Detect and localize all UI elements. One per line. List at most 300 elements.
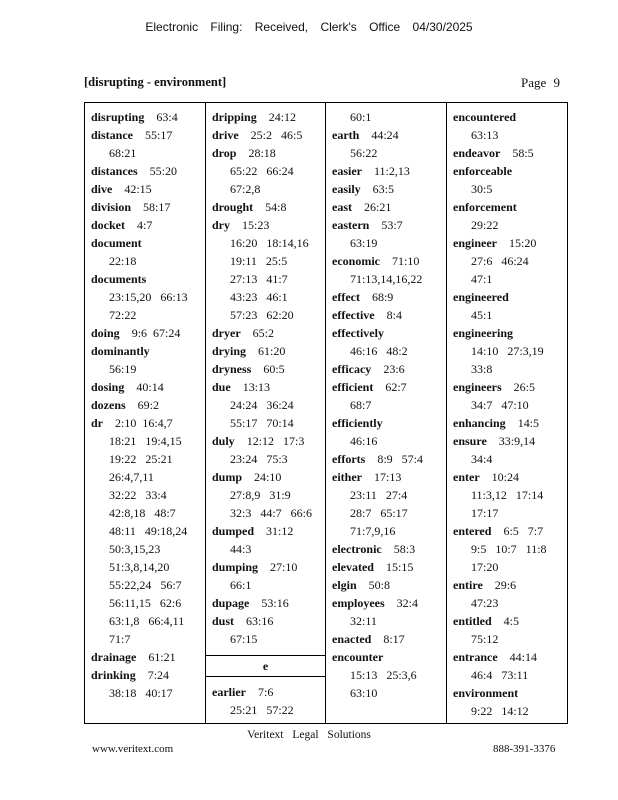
index-line-refs: 9:22 14:12 [471,704,529,718]
index-line-refs: 69:2 [137,398,160,412]
index-term: document [91,236,142,250]
index-entry [447,522,569,540]
index-line-refs: 29:22 [471,218,499,232]
index-entry [85,180,205,198]
index-line-refs: 63:4 [156,110,178,124]
index-line-refs: 63:19 [350,236,378,250]
index-term: doing [91,326,120,340]
index-line-refs: 8:17 [383,632,405,646]
index-entry [326,612,446,630]
index-term: documents [91,272,147,286]
index-line-refs: 38:18 40:17 [109,686,173,700]
index-line-refs: 63:13 [471,128,499,142]
index-line-refs: 66:1 [230,578,252,592]
index-line-refs: 61:21 [148,650,176,664]
index-line-refs: 71:7 [109,632,131,646]
index-entry [206,701,325,719]
index-line-refs: 9:5 10:7 11:8 [471,542,547,556]
index-line-refs: 63:5 [372,182,395,196]
index-term: engineers [453,380,502,394]
index-term: dive [91,182,113,196]
index-line-refs: 56:11,15 62:6 [109,596,182,610]
index-entry [326,198,446,216]
index-entry [326,324,446,342]
index-line-refs: 31:12 [266,524,294,538]
index-line-refs: 72:22 [109,308,137,322]
index-line-refs: 27:6 46:24 [471,254,529,268]
index-line-refs: 4:5 [503,614,520,628]
index-term: enhancing [453,416,506,430]
index-line-refs: 10:24 [491,470,519,484]
index-line-refs: 58:17 [143,200,171,214]
index-line-refs: 2:10 16:4,7 [115,416,173,430]
index-entry [85,144,205,162]
index-entry [447,378,569,396]
index-line-refs: 67:15 [230,632,258,646]
index-entry [447,126,569,144]
index-entry [206,288,325,306]
index-line-refs: 32:3 44:7 66:6 [230,506,313,520]
index-entry [447,684,569,702]
index-entry [447,216,569,234]
index-entry [206,378,325,396]
index-line-refs: 44:14 [509,650,537,664]
index-term: dozens [91,398,126,412]
index-column-4 [447,103,569,723]
index-term: dosing [91,380,125,394]
index-entry [447,360,569,378]
index-entry [206,270,325,288]
index-entry [326,504,446,522]
index-term: environment [453,686,519,700]
index-line-refs: 34:7 47:10 [471,398,529,412]
index-term: engineer [453,236,497,250]
index-line-refs: 24:24 36:24 [230,398,294,412]
index-line-refs: 43:23 46:1 [230,290,288,304]
index-column-3 [326,103,447,723]
index-entry [447,234,569,252]
index-line-refs: 16:20 18:14,16 [230,236,309,250]
index-line-refs: 7:6 [257,685,274,699]
index-entry [206,576,325,594]
index-entry [85,666,205,684]
index-term: drop [212,146,237,160]
index-entry [447,414,569,432]
index-line-refs: 55:22,24 56:7 [109,578,182,592]
index-term: drive [212,128,239,142]
index-line-refs: 71:7,9,16 [350,524,396,538]
index-entry [447,180,569,198]
index-line-refs: 63:16 [246,614,274,628]
index-entry [326,162,446,180]
index-term: enacted [332,632,372,646]
index-term: engineering [453,326,513,340]
index-line-refs: 68:7 [350,398,372,412]
index-entry [447,252,569,270]
index-entry [85,522,205,540]
index-line-refs: 45:1 [471,308,493,322]
index-entry [206,162,325,180]
index-term: drainage [91,650,137,664]
index-entry [206,558,325,576]
index-entry [326,396,446,414]
index-line-refs: 32:4 [396,596,418,610]
index-entry [447,558,569,576]
index-term: drought [212,200,254,214]
footer-website: www.veritext.com [92,743,174,755]
index-line-refs: 11:3,12 17:14 [471,488,544,502]
index-entry [326,360,446,378]
index-term: dump [212,470,243,484]
index-line-refs: 13:13 [242,380,271,394]
index-entry [326,126,446,144]
index-entry [326,414,446,432]
index-entry [85,396,205,414]
index-line-refs: 14:10 27:3,19 [471,344,544,358]
index-line-refs: 40:14 [136,380,164,394]
index-entry [85,540,205,558]
index-line-refs: 68:21 [109,146,137,160]
index-line-refs: 26:21 [364,200,392,214]
index-line-refs: 60:1 [350,110,372,124]
index-entry [447,486,569,504]
index-entry [85,252,205,270]
index-entry [326,450,446,468]
index-entry [206,360,325,378]
index-line-refs: 11:2,13 [373,164,410,178]
index-line-refs: 4:7 [137,218,153,232]
index-line-refs: 68:9 [371,290,394,304]
index-term: encounter [332,650,384,664]
index-term: dripping [212,110,257,124]
index-term: employees [332,596,385,610]
index-entry [447,396,569,414]
index-line-refs: 9:6 67:24 [131,326,181,340]
index-entry [326,180,446,198]
index-line-refs: 47:23 [471,596,499,610]
index-term: distance [91,128,133,142]
index-entry [326,522,446,540]
page-number: Page 9 [521,75,561,90]
index-entry [85,126,205,144]
index-entry [447,504,569,522]
index-line-refs: 50:3,15,23 [109,542,161,556]
index-line-refs: 22:18 [109,254,137,268]
index-entry [85,594,205,612]
index-line-refs: 30:5 [471,182,493,196]
index-term: encountered [453,110,517,124]
index-line-refs: 28:7 65:17 [350,506,408,520]
index-term: eastern [332,218,370,232]
index-line-refs: 47:1 [471,272,493,286]
index-term: entire [453,578,483,592]
index-entry [447,540,569,558]
index-line-refs: 14:5 [517,416,540,430]
index-line-refs: 19:22 25:21 [109,452,173,466]
index-line-refs: 51:3,8,14,20 [109,560,170,574]
index-term: enter [453,470,480,484]
index-entry [447,108,569,126]
index-term: dry [212,218,230,232]
index-term: drying [212,344,247,358]
index-entry [206,306,325,324]
index-column-1 [85,103,206,723]
index-term: economic [332,254,380,268]
index-term: effective [332,308,375,322]
index-term: dryer [212,326,241,340]
index-entry [326,270,446,288]
index-entry [326,432,446,450]
index-entry [206,612,325,630]
index-entry [447,666,569,684]
index-entry [85,468,205,486]
index-line-refs: 55:17 70:14 [230,416,294,430]
index-entry [326,288,446,306]
index-entry [447,324,569,342]
index-term: efficacy [332,362,372,376]
index-entry [85,504,205,522]
index-entry [326,378,446,396]
index-term: efficiently [332,416,383,430]
index-line-refs: 71:13,14,16,22 [350,272,423,286]
index-entry [326,540,446,558]
index-entry [85,306,205,324]
index-line-refs: 63:1,8 66:4,11 [109,614,185,628]
index-term: effectively [332,326,384,340]
index-entry [326,234,446,252]
index-entry [447,612,569,630]
index-line-refs: 44:3 [230,542,252,556]
index-entry [447,144,569,162]
index-line-refs: 12:12 17:3 [246,434,305,448]
index-term: easily [332,182,361,196]
index-term: disrupting [91,110,145,124]
index-entry [447,162,569,180]
index-line-refs: 62:7 [385,380,407,394]
index-term: dominantly [91,344,150,358]
letter-section-header: e [206,655,325,677]
index-line-refs: 26:5 [513,380,535,394]
index-entry [326,468,446,486]
index-entry [85,342,205,360]
index-line-refs: 17:20 [471,560,499,574]
index-entry [206,486,325,504]
index-entry [206,468,325,486]
index-column-2 [206,103,326,723]
index-entry [206,234,325,252]
index-entry [85,270,205,288]
index-term: efforts [332,452,366,466]
index-term: division [91,200,132,214]
index-line-refs: 56:22 [350,146,378,160]
index-line-refs: 15:13 25:3,6 [350,668,417,682]
index-term: efficient [332,380,374,394]
index-term: endeavor [453,146,501,160]
index-line-refs: 25:21 57:22 [230,703,294,717]
index-line-refs: 42:8,18 48:7 [109,506,176,520]
index-term: enforceable [453,164,513,178]
index-line-refs: 33:9,14 [498,434,536,448]
index-entry [447,468,569,486]
index-line-refs: 23:11 27:4 [350,488,408,502]
index-entry [85,414,205,432]
index-entry [206,198,325,216]
index-term: elgin [332,578,357,592]
index-line-refs: 61:20 [258,344,286,358]
index-line-refs: 26:4,7,11 [109,470,154,484]
index-entry [85,684,205,702]
index-line-refs: 7:24 [147,668,170,682]
index-term: duly [212,434,235,448]
footer-company: Veritext Legal Solutions [247,729,371,741]
index-entry [326,216,446,234]
index-line-refs: 67:2,8 [230,182,261,196]
index-entry [85,612,205,630]
index-line-refs: 57:23 62:20 [230,308,294,322]
index-entry [85,576,205,594]
index-entry [206,683,325,701]
index-entry [326,684,446,702]
index-line-refs: 27:13 41:7 [230,272,288,286]
index-entry [326,594,446,612]
index-entry [206,216,325,234]
index-entry [206,450,325,468]
index-line-refs: 27:10 [270,560,298,574]
index-line-refs: 27:8,9 31:9 [230,488,291,502]
index-line-refs: 24:10 [254,470,282,484]
index-entry [206,504,325,522]
index-term: entered [453,524,492,538]
index-entry [85,324,205,342]
index-line-refs: 23:24 75:3 [230,452,288,466]
index-line-refs: 46:16 48:2 [350,344,408,358]
index-line-refs: 17:17 [471,506,499,520]
index-entry [206,540,325,558]
index-term: easier [332,164,362,178]
index-entry [447,342,569,360]
index-entry [85,378,205,396]
index-term: docket [91,218,125,232]
index-line-refs: 19:11 25:5 [230,254,288,268]
index-term: drinking [91,668,136,682]
index-range: [disrupting - environment] [84,75,227,89]
index-entry [326,558,446,576]
index-line-refs: 60:5 [263,362,285,376]
index-line-refs: 55:20 [149,164,178,178]
index-entry [85,288,205,306]
index-term: dr [91,416,103,430]
index-line-refs: 42:15 [124,182,152,196]
index-line-refs: 65:2 [252,326,274,340]
index-entry [206,108,325,126]
index-line-refs: 32:22 33:4 [109,488,167,502]
index-line-refs: 56:19 [109,362,137,376]
index-term: dryness [212,362,252,376]
index-entry [85,360,205,378]
footer-phone: 888-391-3376 [493,743,556,755]
index-entry [447,198,569,216]
index-entry [85,558,205,576]
index-line-refs: 54:8 [265,200,287,214]
index-entry [85,432,205,450]
index-term: east [332,200,352,214]
index-entry [447,432,569,450]
index-line-refs: 63:10 [350,686,378,700]
index-entry [206,594,325,612]
index-line-refs: 53:7 [381,218,403,232]
index-entry [85,450,205,468]
index-term: enforcement [453,200,517,214]
index-entry [206,144,325,162]
index-entry [85,630,205,648]
index-entry [206,414,325,432]
index-line-refs: 29:6 [494,578,517,592]
index-entry [326,576,446,594]
index-line-refs: 32:11 [350,614,377,628]
index-entry [447,288,569,306]
index-entry [206,396,325,414]
index-line-refs: 58:3 [393,542,416,556]
index-term: dupage [212,596,250,610]
index-entry [326,144,446,162]
index-entry [326,306,446,324]
index-entry [447,702,569,720]
index-entry [447,594,569,612]
index-entry [447,630,569,648]
index-line-refs: 15:15 [385,560,414,574]
word-index-table [84,102,568,724]
index-line-refs: 55:17 [145,128,173,142]
index-line-refs: 44:24 [371,128,399,142]
index-line-refs: 8:9 57:4 [377,452,423,466]
index-line-refs: 75:12 [471,632,499,646]
index-entry [326,630,446,648]
index-entry [447,576,569,594]
index-term: due [212,380,231,394]
index-line-refs: 6:5 7:7 [503,524,544,538]
index-entry [447,270,569,288]
index-line-refs: 50:8 [368,578,391,592]
index-line-refs: 23:15,20 66:13 [109,290,188,304]
index-term: electronic [332,542,382,556]
index-entry [85,234,205,252]
index-line-refs: 58:5 [512,146,534,160]
index-line-refs: 46:16 [350,434,378,448]
index-entry [85,648,205,666]
index-entry [85,198,205,216]
index-entry [326,486,446,504]
index-entry [326,342,446,360]
index-term: dumped [212,524,255,538]
index-line-refs: 33:8 [471,362,493,376]
index-entry [206,432,325,450]
index-line-refs: 65:22 66:24 [230,164,294,178]
index-entry [447,450,569,468]
index-entry [206,630,325,648]
index-term: ensure [453,434,487,448]
index-term: dumping [212,560,259,574]
index-term: engineered [453,290,509,304]
index-entry [206,324,325,342]
index-entry [206,342,325,360]
index-entry [206,180,325,198]
index-entry [206,522,325,540]
index-line-refs: 25:2 46:5 [250,128,303,142]
index-entry [326,108,446,126]
index-term: earlier [212,685,246,699]
index-line-refs: 23:6 [383,362,405,376]
index-entry [447,648,569,666]
